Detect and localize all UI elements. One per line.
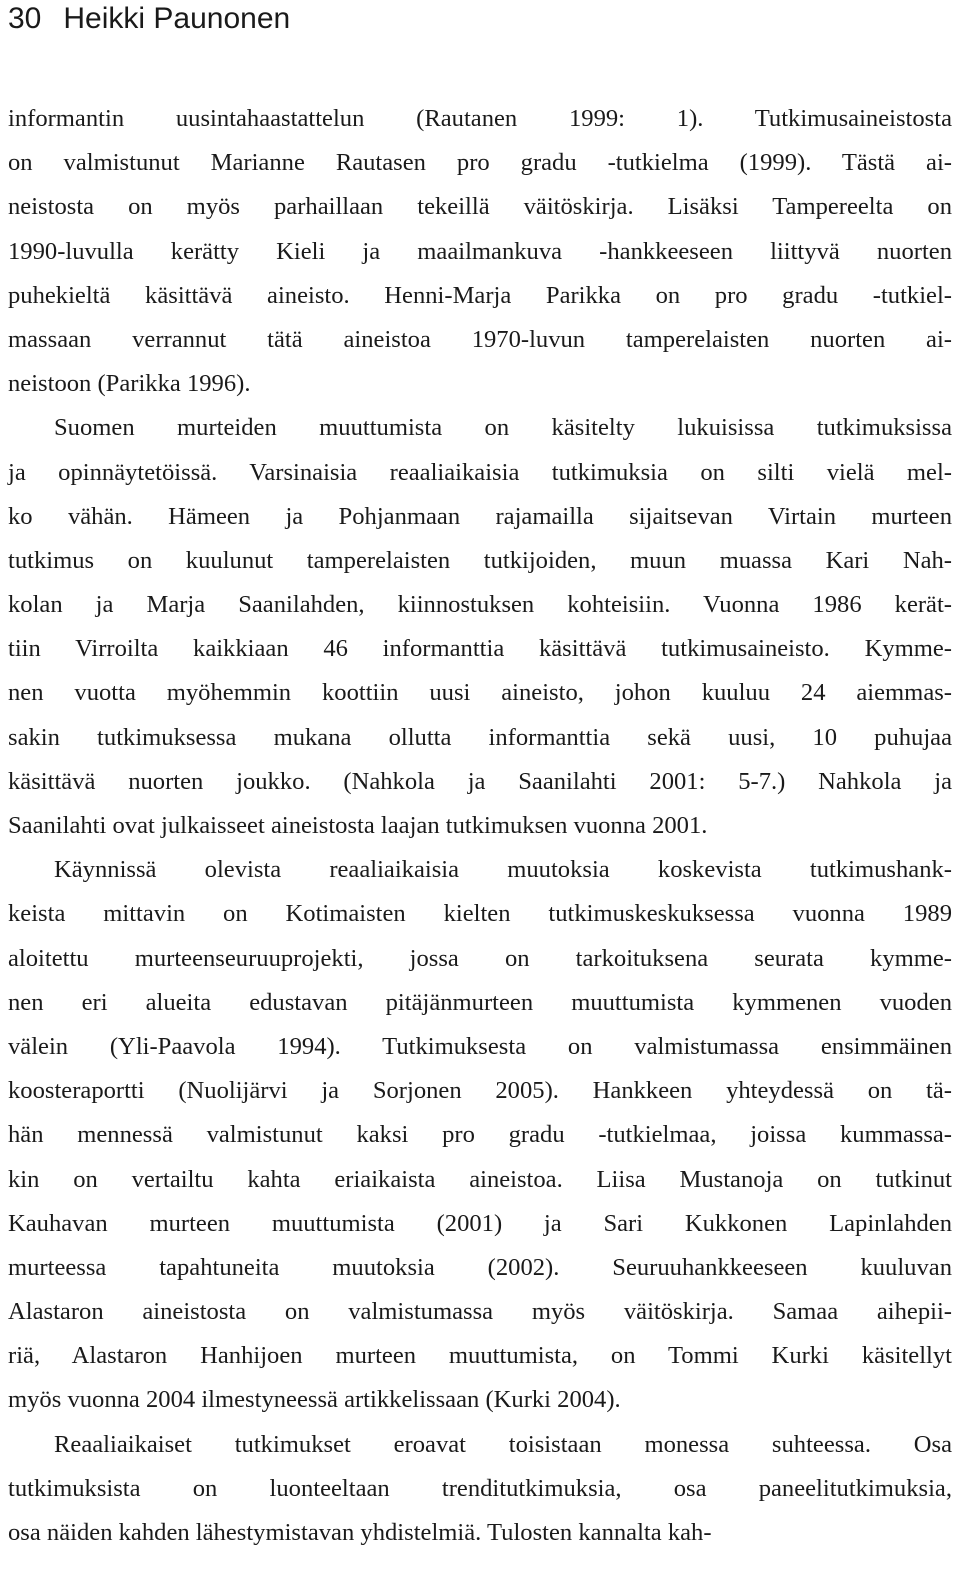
text-line: nen vuotta myöhemmin koottiin uusi aineisto, johon kuuluu 24 aiemmas-	[8, 679, 952, 707]
text-line: myös vuonna 2004 ilmestyneessä artikkelissaan (Kurki 2004).	[8, 1386, 621, 1414]
text-line: puhekieltä käsittävä aineisto. Henni-Marja Parikka on pro gradu -tutkiel-	[8, 281, 952, 309]
text-line: nen eri alueita edustavan pitäjänmurteen muuttumista kymmenen vuoden	[8, 988, 952, 1016]
text-line: kolan ja Marja Saanilahden, kiinnostuksen kohteisiin. Vuonna 1986 kerät-	[8, 591, 952, 619]
text-line: ja opinnäytetöissä. Varsinaisia reaaliaikaisia tutkimuksia on silti vielä mel-	[8, 458, 952, 486]
text-line: sakin tutkimuksessa mukana ollutta informanttia sekä uusi, 10 puhujaa	[8, 723, 952, 751]
text-line: murteessa tapahtuneita muutoksia (2002). Seuruuhankkeeseen kuuluvan	[8, 1253, 952, 1281]
text-line: välein (Yli-Paavola 1994). Tutkimuksesta on valmistumassa ensimmäinen	[8, 1032, 952, 1060]
text-line: on valmistunut Marianne Rautasen pro gradu -tutkielma (1999). Tästä ai-	[8, 149, 952, 177]
paragraph-first-line: Reaaliaikaiset tutkimukset eroavat toisistaan monessa suhteessa. Osa	[54, 1430, 952, 1458]
text-line: tutkimuksista on luonteeltaan trenditutkimuksia, osa paneelitutkimuksia,	[8, 1474, 952, 1502]
text-line: tutkimus on kuulunut tamperelaisten tutkijoiden, muun muassa Kari Nah-	[8, 546, 952, 574]
body-text	[8, 97, 952, 1555]
paragraph-first-line: Käynnissä olevista reaaliaikaisia muutoksia koskevista tutkimushank-	[54, 856, 952, 884]
text-line: hän mennessä valmistunut kaksi pro gradu -tutkielmaa, joissa kummassa-	[8, 1121, 952, 1149]
text-line: aloitettu murteenseuruuprojekti, jossa on tarkoituksena seurata kymme-	[8, 944, 952, 972]
text-line: käsittävä nuorten joukko. (Nahkola ja Saanilahti 2001: 5-7.) Nahkola ja	[8, 767, 952, 795]
paragraph-first-line: Suomen murteiden muuttumista on käsitelty lukuisissa tutkimuksissa	[54, 414, 952, 442]
running-header-author: Heikki Paunonen	[63, 2, 291, 35]
text-line: informantin uusintahaastattelun (Rautanen 1999: 1). Tutkimusaineistosta	[8, 105, 952, 132]
text-line: kin on vertailtu kahta eriaikaista aineistoa. Liisa Mustanoja on tutkinut	[8, 1165, 952, 1193]
text-line: keista mittavin on Kotimaisten kielten tutkimuskeskuksessa vuonna 1989	[8, 900, 952, 928]
text-line: tiin Virroilta kaikkiaan 46 informanttia käsittävä tutkimusaineisto. Kymme-	[8, 635, 952, 663]
text-line: ko vähän. Hämeen ja Pohjanmaan rajamailla sijaitsevan Virtain murteen	[8, 502, 952, 530]
text-line: massaan verrannut tätä aineistoa 1970-luvun tamperelaisten nuorten ai-	[8, 325, 952, 353]
text-line: neistosta on myös parhaillaan tekeillä väitöskirja. Lisäksi Tampereelta on	[8, 193, 952, 221]
text-line: 1990-luvulla kerätty Kieli ja maailmankuva -hankkeeseen liittyvä nuorten	[8, 237, 952, 265]
text-line: koosteraportti (Nuolijärvi ja Sorjonen 2005). Hankkeen yhteydessä on tä-	[8, 1077, 952, 1105]
text-line: Saanilahti ovat julkaisseet aineistosta laajan tutkimuksen vuonna 2001.	[8, 812, 708, 839]
text-line: riä, Alastaron Hanhijoen murteen muuttumista, on Tommi Kurki käsitellyt	[8, 1342, 952, 1370]
page-number: 30	[8, 2, 42, 35]
text-line: Kauhavan murteen muuttumista (2001) ja Sari Kukkonen Lapinlahden	[8, 1209, 952, 1237]
text-line: neistoon (Parikka 1996).	[8, 370, 251, 398]
text-line: osa näiden kahden lähestymistavan yhdistelmiä. Tulosten kannalta kah-	[8, 1519, 712, 1546]
text-line: Alastaron aineistosta on valmistumassa myös väitöskirja. Samaa aihepii-	[8, 1298, 952, 1326]
running-header	[8, 0, 290, 40]
